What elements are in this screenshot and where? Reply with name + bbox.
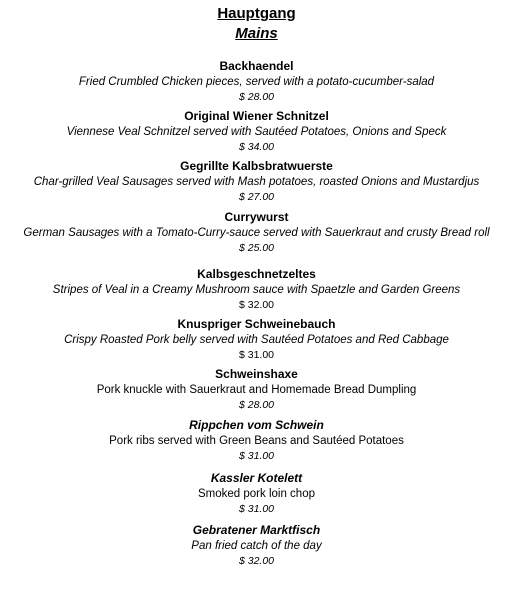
menu-item-price: $ 31.00 <box>238 450 275 462</box>
menu-item-marktfisch <box>0 522 513 568</box>
menu-item-description: Char-grilled Veal Sausages served with Mash potatoes, roasted Onions and Mustardjus <box>33 176 480 188</box>
menu-item-backhaendel <box>0 58 513 104</box>
menu-item-description: Stripes of Veal in a Creamy Mushroom sauce with Spaetzle and Garden Greens <box>52 284 461 296</box>
menu-item-name: Backhaendel <box>219 59 294 73</box>
menu-item-name: Gebratener Marktfisch <box>192 523 321 537</box>
menu-item-name: Kalbsgeschnetzeltes <box>197 267 316 281</box>
section-title: Hauptgang <box>217 5 296 22</box>
menu-item-description: German Sausages with a Tomato-Curry-sauce served with Sauerkraut and crusty Bread roll <box>23 227 490 239</box>
menu-item-name: Knuspriger Schweinebauch <box>177 317 336 331</box>
menu-item-wiener-schnitzel <box>0 108 513 154</box>
menu-item-name: Schweinshaxe <box>215 367 298 381</box>
menu-item-description: Smoked pork loin chop <box>198 488 315 500</box>
menu-item-price: $ 31.00 <box>238 349 275 361</box>
menu-item-description: Viennese Veal Schnitzel served with Sautéed Potatoes, Onions and Speck <box>66 126 447 138</box>
menu-item-description: Pan fried catch of the day <box>191 540 322 552</box>
menu-item-price: $ 28.00 <box>238 91 275 103</box>
menu-item-price: $ 34.00 <box>238 141 275 153</box>
menu-item-rippchen <box>0 417 513 463</box>
menu-item-name: Currywurst <box>224 210 289 224</box>
menu-item-description: Pork ribs served with Green Beans and Sautéed Potatoes <box>109 435 404 447</box>
menu-item-name: Kassler Kotelett <box>210 471 303 485</box>
menu-item-description: Pork knuckle with Sauerkraut and Homemade Bread Dumpling <box>96 384 417 396</box>
menu-item-price: $ 25.00 <box>238 242 275 254</box>
menu-item-price: $ 27.00 <box>238 191 275 203</box>
menu-item-kalbsbratwuerste <box>0 158 513 204</box>
menu-item-price: $ 31.00 <box>238 503 275 515</box>
section-subtitle: Mains <box>235 25 278 42</box>
menu-item-price: $ 32.00 <box>238 299 275 311</box>
menu-item-description: Fried Crumbled Chicken pieces, served with a potato-cucumber-salad <box>78 76 435 88</box>
menu-item-schweinshaxe <box>0 366 513 412</box>
menu-item-name: Gegrillte Kalbsbratwuerste <box>180 159 333 173</box>
menu-item-price: $ 28.00 <box>238 399 275 411</box>
menu-item-kalbsgeschnetzeltes <box>0 266 513 312</box>
menu-item-description: Crispy Roasted Pork belly served with Sautéed Potatoes and Red Cabbage <box>64 334 449 346</box>
menu-item-name: Original Wiener Schnitzel <box>184 109 329 123</box>
menu-item-kassler-kotelett <box>0 470 513 516</box>
menu-item-name: Rippchen vom Schwein <box>189 418 324 432</box>
menu-item-schweinebauch <box>0 316 513 362</box>
menu-item-price: $ 32.00 <box>238 555 275 567</box>
menu-item-currywurst <box>0 209 513 255</box>
